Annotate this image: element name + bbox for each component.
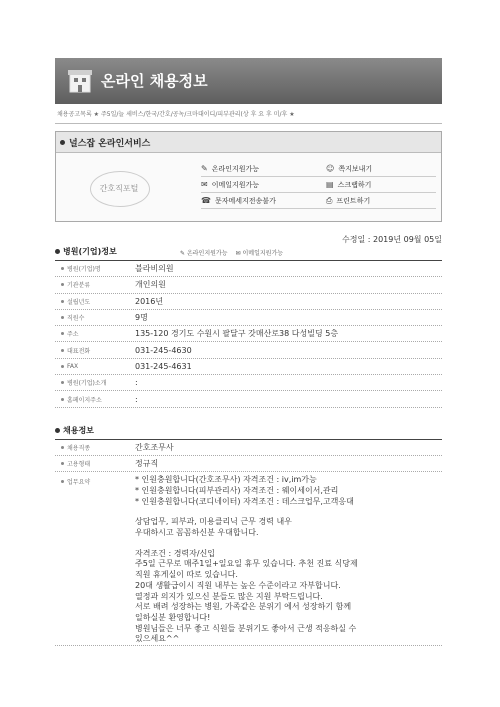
info-row-label [55,395,131,404]
duty-line: 있으세요^^ [135,634,180,644]
envelope-icon: ✉ [235,250,241,257]
updated-date: 수정일 : 2019년 09월 05일 [342,235,442,244]
dot-icon [61,398,64,401]
duty-line: 상담업무, 피부과, 미용클리닉 근무 경력 내우 [135,517,292,527]
info-label-text: 고용형태 [67,461,91,469]
bullet-icon [60,140,65,145]
service-list-left [201,161,331,209]
recruit-section-title [55,425,94,436]
info-row-value: 개인의원 [135,280,166,290]
info-row [55,310,442,326]
email-apply-link-label: 이메일지원가능 [242,250,284,257]
duty-line: 병원님들은 너무 좋고 식원들 분위기도 좋아서 근생 적응하실 수 [135,623,357,633]
duty-line: 열정과 의지가 있으신 분들도 많은 지원 부탁드립니다. [135,591,323,601]
info-row-value: 031-245-4631 [135,361,192,371]
duty-line [135,507,442,517]
info-row-value: 간호조무사 [135,442,174,452]
info-row-value: 2016년 [135,296,164,306]
pencil-icon: ✎ [180,250,186,257]
dot-icon [61,300,64,303]
send-note-button[interactable] [326,161,436,177]
info-row-label [55,297,131,306]
service-list-right [326,161,436,209]
info-row [55,375,442,391]
info-label-text: 기관분류 [67,282,91,290]
info-row-label [55,280,131,289]
recruit-section-label: 채용정보 [63,425,94,435]
info-row-label [55,313,131,322]
dot-icon [61,283,64,286]
info-row-label [55,459,131,468]
duty-summary-label [55,472,131,486]
dot-icon [61,267,64,270]
info-label-text: 설립년도 [67,298,91,306]
info-row-label [55,363,131,370]
dot-icon [61,381,64,384]
scrap-button[interactable] [326,177,436,193]
info-row [55,342,442,358]
email-apply-link[interactable] [236,248,284,257]
clipboard-icon: ▤ [326,180,334,189]
dot-icon [61,446,64,449]
info-row [55,326,442,342]
online-apply-link[interactable] [180,248,228,257]
info-row [55,277,442,293]
recruit-info-table [55,440,442,473]
info-label-text: FAX [67,362,79,370]
scrap-label: 스크랩하기 [337,180,372,189]
duty-line: 서로 배려 성장하는 병원, 가족같은 분위기 에서 성장하기 함께 [135,602,352,612]
info-label-text: 홈페이지주소 [67,396,102,404]
page-title: 온라인 채용정보 [101,72,208,90]
online-service-box [55,131,442,222]
online-apply-label: 온라인지원가능 [211,164,260,173]
info-label-text: 병원(기업)소개 [67,380,107,388]
info-row-label [55,346,131,355]
send-note-label: 쪽지보내기 [338,164,373,173]
email-apply-item[interactable] [201,177,331,193]
duty-line: * 인원충원합니다(피부관리사) 자격조건 : 웨이세이서,관리 [135,485,339,495]
info-row [55,261,442,277]
info-row [55,294,442,310]
info-label-text: 직원수 [67,315,85,323]
envelope-icon: ✉ [201,180,208,189]
info-label-text: 채용직종 [67,444,91,452]
breadcrumb: 채용공고목록 ★ 주5일/늘 세비스/한국/간호/공녹/크마대이디/피부관리(상 후 요 후 미/후 ★ [55,104,442,124]
duty-line [135,539,442,549]
online-apply-item[interactable] [201,161,331,177]
info-row [55,456,442,472]
hospital-info-table [55,261,442,408]
info-label-text: 대표전화 [67,347,91,355]
hospital-links [180,248,283,257]
hospital-section-header [55,234,442,261]
pencil-icon: ✎ [201,164,208,173]
duty-line: * 인원충원합니다(간호조무사) 자격조건 : iv,im가능 [135,475,317,485]
duty-line: 20대 생활급이시 직원 내부는 높은 수준이라고 자부합니다. [135,580,341,590]
nursing-portal-logo [90,171,148,205]
dot-icon [61,316,64,319]
info-row-label [55,264,131,273]
dot-icon [61,365,64,368]
info-row-value: 135-120 경기도 수원시 팔달구 갓매산로38 다성빌딩 5층 [135,329,339,339]
info-label-text: 병원(기업)명 [67,266,101,274]
info-row-value: : [135,394,138,404]
email-apply-label: 이메일지원가능 [211,180,260,189]
duty-line: * 인원충원합니다(코디네이터) 자격조건 : 데스크업무,고객응대 [135,496,354,506]
dot-icon [61,349,64,352]
dot-icon [61,332,64,335]
online-apply-link-label: 온라인지원가능 [186,250,228,257]
info-row-value: 정규직 [135,459,159,469]
info-row-value: 9명 [135,313,148,323]
info-row-value: 031-245-4630 [135,345,192,355]
duty-line: 일하실분 환영합니다! [135,613,211,622]
header-banner [55,58,442,104]
online-service-header [56,132,441,153]
sms-item[interactable] [201,193,331,209]
info-label-text: 주소 [67,331,79,339]
logo-text: 간호직포털 [99,183,139,193]
page [55,58,442,646]
phone-icon: ☎ [201,196,211,205]
print-button[interactable] [326,193,436,209]
bullet-icon [55,428,60,433]
duty-summary-text [131,472,442,645]
logo-ring-icon [90,171,150,207]
duty-line: 직원 휴게실이 따로 있습니다. [135,570,238,580]
info-row-label [55,329,131,338]
duty-line: 주5일 근무로 매주1일+일요일 휴무 있습니다. 추천 진료 식당제 [135,559,358,569]
online-service-body [56,153,441,221]
hospital-section-title [55,246,117,257]
duty-line: 우대하시고 꼼꼼하신분 우대합니다. [135,528,259,538]
info-row-label [55,443,131,452]
info-row [55,440,442,456]
dot-icon [61,480,64,483]
recruit-section-header [55,422,442,440]
info-row-label [55,378,131,387]
printer-icon: ⎙ [326,195,333,205]
info-row-value: : [135,378,138,388]
person-icon: ☺ [326,164,335,173]
sms-label: 문자메세지전송불가 [214,196,276,205]
online-service-title: 널스잡 온라인서비스 [69,138,151,149]
duty-label-text: 업무요약 [67,479,91,487]
print-label: 프린트하기 [336,196,371,205]
info-row [55,391,442,407]
bullet-icon [55,249,60,254]
info-row [55,359,442,375]
duty-summary-row [55,472,442,646]
duty-line: 자격조건 : 경력자/신입 [135,548,216,558]
building-icon [67,66,93,94]
info-row-value: 블라비의원 [135,264,174,274]
dot-icon [61,462,64,465]
hospital-section-label: 병원(기업)정보 [63,247,117,256]
